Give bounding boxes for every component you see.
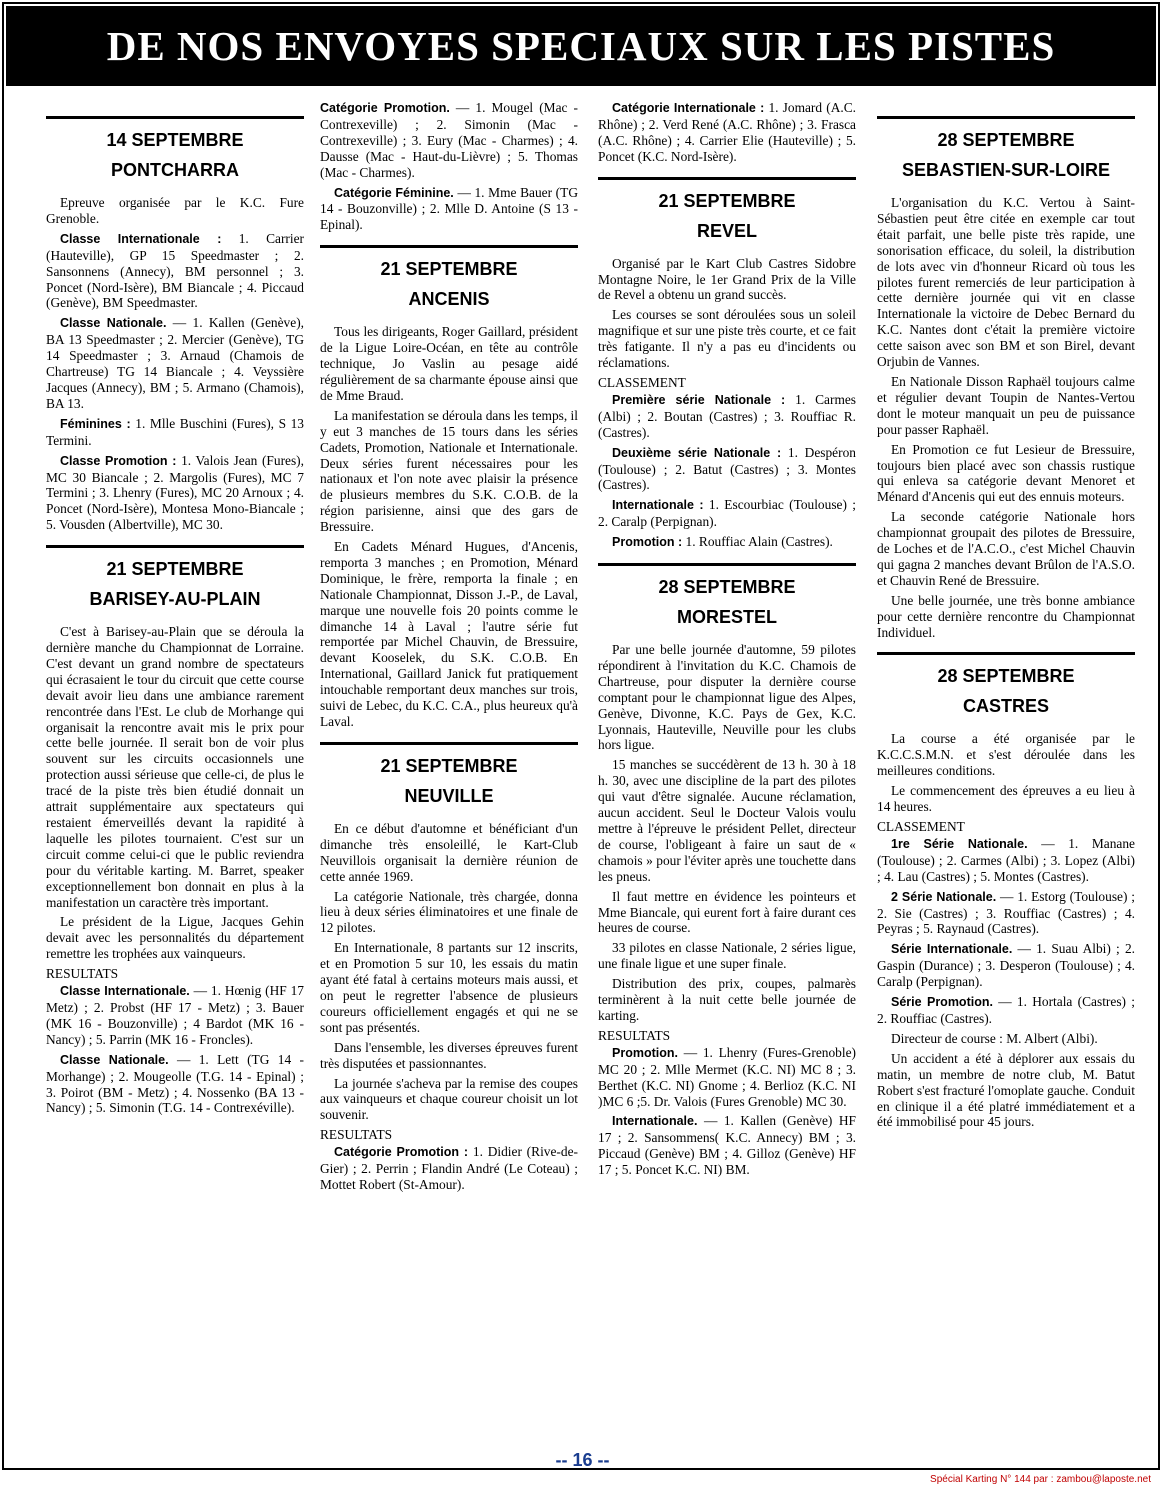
result-text: 1. Carmes (Albi) ; 2. Boutan (Castres) ; 3. Rouffiac R. (Castres).: [598, 391, 857, 440]
article-place: MORESTEL: [676, 607, 777, 628]
result-entry: [46, 983, 304, 1048]
page-title: DE NOS ENVOYES SPECIAUX SUR LES PISTES: [6, 6, 1156, 86]
paragraph: La manifestation se déroula dans les temps, il y eut 3 manches de 15 tours dans les séries Cadets, Promotion, Nationale et Internationale. Deux séries furent nécessaires pour les nationaux et l'on note avec plaisir la présence de plusieurs membres du S.K. C.O.B. de la région parisienne, ainsi que des gars de Bressuire.: [320, 407, 578, 535]
article-place: SEBASTIEN-SUR-LOIRE: [901, 160, 1110, 180]
paragraph: L'organisation du K.C. Vertou à Saint-Sébastien peut être citée en exemple car tout était parfait, une belle piste très rapide, une sonorisation efficace, du soleil, la distribution de lots avec vin d'honneur Ricard où tous les pilotes furent remerciés de leur participation à cette dernière journée qui vit en classe Internationale la victoire de Debec Bernard du K.C. Nantes dont c'était la première victoire cette saison avec son BM et son Birel, devant Orjubin de Vannes.: [877, 195, 1135, 370]
result-text: — 1. Kallen (Genève) HF 17 ; 2. Sansommens( K.C. Annecy) BM ; 3. Piccaud (Genève) BM ; 4. Gilloz (Genève) HF 17 ; 5. Poncet K.C. NI) BM.: [598, 1113, 856, 1178]
article-date: 28 SEPTEMBRE: [937, 666, 1075, 687]
article-date: 28 SEPTEMBRE: [937, 130, 1075, 150]
paragraph: Une belle journée, une très bonne ambiance pour cette dernière rencontre du Championnat Individuel.: [877, 592, 1135, 640]
article-date: 21 SEPTEMBRE: [658, 190, 796, 211]
paragraph: En ce début d'automne et bénéficiant d'un dimanche très ensoleillé, le Kart-Club Neuvillois organisait la dernière réunion de cette année 1969.: [320, 820, 578, 884]
paragraph: Tous les dirigeants, Roger Gaillard, président de la Ligue Loire-Océan, en tête au contrôle technique, Jo Vaslin au pesage aidé régulièrement de sa charmante épouse ainsi que de Mme Braud.: [320, 324, 578, 403]
paragraph: Les courses se sont déroulées sous un soleil magnifique et sur une piste très courte, et ce fait très fatigante. Il n'y a pas eu d'incidents ou réclamations.: [598, 307, 856, 371]
column-2: [320, 100, 578, 1197]
page-number: -- 16 --: [555, 1450, 610, 1470]
paragraph: La journée s'acheva par la remise des coupes aux vainqueurs et chaque coureur choisit un lot souvenir.: [320, 1075, 578, 1123]
article-place: NEUVILLE: [404, 785, 494, 806]
result-label: 1re Série Nationale.: [891, 836, 1028, 851]
result-label: Féminines :: [60, 416, 131, 431]
result-entry: [46, 1052, 304, 1117]
results-heading: RESULTATS: [46, 966, 119, 982]
article-place: ANCENIS: [408, 289, 490, 310]
result-text: 1. Didier (Rive-de-Gier) ; 2. Perrin ; Flandin André (Le Coteau) ; Mottet Robert (St-Amour).: [320, 1144, 578, 1192]
result-text: — 1. Hortala (Castres) ; 2. Rouffiac (Castres).: [877, 994, 1135, 1026]
paragraph: 33 pilotes en classe Nationale, 2 séries ligue, une finale ligue et une super finale.: [598, 940, 856, 972]
article-place: REVEL: [696, 220, 757, 241]
article-place: CASTRES: [962, 696, 1049, 717]
result-entry: [46, 416, 304, 449]
paragraph: Le commencement des épreuves a eu lieu à 14 heures.: [877, 783, 1135, 815]
paragraph: La catégorie Nationale, très chargée, donna lieu à deux séries éliminatoires et une finale de 12 pilotes.: [320, 888, 578, 936]
paragraph: Directeur de course : M. Albert (Albi).: [891, 1030, 1098, 1046]
paragraph: La seconde catégorie Nationale hors championnat groupait des pilotes de Bressuire, de Loches et de l'A.C.O., c'est Michel Chauvin qui gagna 2 manches devant Brûlon de l'A.S.O. et Chauvin René de Bressuire.: [877, 509, 1135, 588]
result-entry: [598, 445, 856, 494]
article-date: 21 SEPTEMBRE: [380, 259, 518, 280]
result-entry: [877, 836, 1135, 885]
classement-heading: CLASSEMENT: [877, 819, 965, 834]
result-label: Classe Nationale.: [60, 1052, 169, 1067]
result-entry: [877, 941, 1135, 990]
result-label: Série Internationale.: [891, 942, 1013, 957]
result-entry: [320, 185, 578, 234]
result-label: Catégorie Promotion.: [320, 101, 450, 115]
result-label: Classe Internationale :: [60, 231, 222, 246]
paragraph: Par une belle journée d'automne, 59 pilotes répondirent à l'invitation du K.C. Chamois de Chartreuse, pour disputer la dernière course comptant pour le championnat ligue des Alpes, Genève, Divonne, K.C. Pays de Gex, K.C. Lyonnais, Hauteville, Neuville pour les clubs hors ligue.: [598, 642, 856, 753]
article-date: 14 SEPTEMBRE: [106, 130, 244, 150]
result-entry: [877, 889, 1135, 938]
column-1: [46, 100, 304, 1120]
article-date: 21 SEPTEMBRE: [380, 755, 518, 776]
result-entry: [46, 453, 304, 534]
results-heading: RESULTATS: [320, 1127, 393, 1143]
result-entry: [46, 315, 304, 411]
result-entry: [598, 392, 856, 441]
article-heading-ancenis: [320, 245, 578, 314]
result-entry: [598, 497, 856, 530]
paragraph: En Promotion ce fut Lesieur de Bressuire, toujours bien placé avec son chassis rustique qui enleva sa catégorie devant Menoret et Ménard d'Ancenis qui eut des ennuis moteurs.: [877, 441, 1135, 505]
result-label: Catégorie Internationale :: [612, 101, 765, 115]
results-heading: RESULTATS: [598, 1027, 671, 1043]
result-text: 1. Jomard (A.C. Rhône) ; 2. Verd René (A.C. Rhône) ; 3. Frasca (A.C. Rhône) ; 4. Carrier Elie (Hauteville) ; 5. Poncet (K.C. Nord-Isère).: [598, 100, 856, 164]
result-text: — 1. Manane (Toulouse) ; 2. Carmes (Albi) ; 3. Lopez (Albi) ; 4. Lau (Castres) ; 5. Montes (Castres).: [877, 835, 1135, 884]
paragraph: Epreuve organisée par le K.C. Fure Grenoble.: [46, 195, 304, 226]
result-entry: [877, 994, 1135, 1027]
result-label: Classe Nationale.: [60, 316, 167, 331]
article-heading-neuville: [320, 742, 578, 811]
paragraph: C'est à Barisey-au-Plain que se déroula la dernière manche du Championnat de Lorraine. C'est devant un grand nombre de spectateurs qui écrasaient le tour du circuit que cette course devait avoir lieu dans une ambiance rarement rencontrée dans l'Est. Le club de Morhange qui organisait la rencontre avait mis le prix pour cette belle journée. Il serait bon de voir plus souvent sur les circuits occasionnels une protection aussi sérieuse que celle-ci, de plus le tracé de la piste très bien étudié donnait un attrait supplémentaire aux spectateurs qui restaient émerveillés devant la rapidité à laquelle les pilotes tournaient. C'est sur un circuit comme celui-ci que le public reviendra pour du véritable karting. M. Barret, speaker exceptionnellement bon donnait en plus à la manifestation un caractère très important.: [46, 624, 304, 910]
result-entry: [320, 100, 578, 181]
result-label: Internationale.: [612, 1114, 698, 1129]
result-label: Catégorie Féminine.: [334, 185, 454, 200]
article-place: PONTCHARRA: [111, 160, 239, 180]
column-3: [598, 100, 856, 1182]
paragraph: 15 manches se succédèrent de 13 h. 30 à 18 h. 30, avec une discipline de la part des pilotes qui vaut d'être signalée. Aucune réclamation, aucun accident. Seul le Docteur Valois voulu mettre à l'épreuve le président Pellet, directeur de course, l'obligeant à faire un saut de « chamois » pour l'éviter après une touchette dans les pneus.: [598, 757, 856, 884]
result-label: Promotion :: [612, 535, 683, 550]
result-label: 2 Série Nationale.: [891, 889, 997, 904]
paragraph: En Nationale Disson Raphaël toujours calme et régulier devant Toupin de Nantes-Vertou dont le moteur manquait un peu de puissance pour passer Raphaël.: [877, 373, 1135, 437]
paragraph: Organisé par le Kart Club Castres Sidobre Montagne Noire, le 1er Grand Prix de la Ville de Revel a obtenu un grand succès.: [598, 255, 856, 303]
result-text: 1. Carrier (Hauteville), GP 15 Speedmaster ; 2. Sansonnens (Annecy), BM personnel ; 3. Poncet (Nord-Isère), BM Biancale ; 4. Piccaud (Genève), BM Speedmaster.: [46, 230, 304, 311]
result-text: 1. Escourbiac (Toulouse) ; 2. Caralp (Perpignan).: [598, 497, 856, 530]
result-label: Classe Internationale.: [60, 984, 190, 999]
article-heading-sebastien: [877, 116, 1135, 185]
article-date: 28 SEPTEMBRE: [658, 577, 796, 598]
result-text: — 1. Suau Albi) ; 2. Gaspin (Durance) ; 3. Desperon (Toulouse) ; 4. Caralp (Perpignan).: [877, 941, 1135, 990]
result-text: — 1. Lhenry (Fures-Grenoble) MC 20 ; 2. Mlle Mermet (K.C. NI) MC 8 ; 3. Berthet (K.C. NI) Gnome ; 4. Berlioz (K.C. NI )MC 6 ;5. Dr. Valois (Fures Grenoble) MC 30.: [598, 1044, 856, 1109]
paragraph: Un accident a été à déplorer aux essais du matin, un membre de notre club, M. Batut Robert s'est fracturé l'omoplate gauche. Conduit en clinique il a été platré immédiatement et a été immobilisé pour 45 jours.: [877, 1050, 1135, 1130]
result-text: — 1. Estorg (Toulouse) ; 2. Sie (Castres) ; 3. Rouffiac (Castres) ; 4. Peyras ; 5. Raynaud (Castres).: [877, 888, 1135, 937]
result-text: 1. Mlle Buschini (Fures), S 13 Termini.: [46, 415, 305, 448]
result-label: Deuxième série Nationale :: [612, 445, 782, 460]
result-entry: [598, 1113, 856, 1178]
paragraph: Le président de la Ligue, Jacques Gehin devait avec les personnalités du département remettre les trophées aux vainqueurs.: [46, 914, 304, 962]
paragraph: La course a été organisée par le K.C.C.S.M.N. et s'est déroulée dans les meilleures conditions.: [877, 731, 1135, 779]
credit-line: Spécial Karting N° 144 par : zambou@laposte.net: [930, 1474, 1151, 1485]
result-text: — 1. Kallen (Genève), BA 13 Speedmaster ; 2. Mercier (Genève), TG 14 Speedmaster ; 3. Arnaud (Chamois de Chartreuse) TG 14 Biancale ; 4. Veyssière Jacques (Annecy), BM ; 5. Armano (Chamois), BA 13.: [46, 315, 305, 411]
article-date: 21 SEPTEMBRE: [106, 559, 244, 580]
result-entry: [598, 534, 856, 551]
result-label: Internationale :: [612, 498, 704, 513]
result-label: Série Promotion.: [891, 995, 993, 1010]
result-entry: [320, 1144, 578, 1193]
article-heading-castres: [877, 652, 1135, 721]
result-label: Première série Nationale :: [612, 392, 786, 407]
result-text: — 1. Hœnig (HF 17 Metz) ; 2. Probst (HF 17 - Metz) ; 3. Bauer (MK 16 - Bouzonville) ; 4 Bardot (MK 16 - Nancy) ; 5. Parrin (MK 16 - Froncles).: [46, 983, 304, 1047]
paragraph: En Internationale, 8 partants sur 12 inscrits, et en Promotion 5 sur 10, les essais du matin ayant été fatal à certains moteurs mais aussi, et on peut le regretter l'absence de plusieurs coureurs officiellement engagés et qui ne se sont pas présentés.: [320, 940, 578, 1035]
result-entry: [598, 100, 856, 165]
paragraph: Distribution des prix, coupes, palmarès terminèrent à la nuit cette belle journée de karting.: [598, 976, 856, 1023]
result-label: Classe Promotion :: [60, 453, 177, 468]
article-heading-morestel: [598, 563, 856, 632]
paragraph: Dans l'ensemble, les diverses épreuves furent très disputées et passionnantes.: [320, 1039, 578, 1071]
result-text: — 1. Mougel (Mac - Contrexeville) ; 2. Simonin (Mac - Contrexeville) ; 3. Eury (Mac - Charmes) ; 4. Dausse (Mac - Haut-du-Lièvre) ; 5. Thomas (Mac - Charmes).: [320, 100, 578, 180]
result-text: 1. Rouffiac Alain (Castres).: [685, 534, 833, 550]
article-heading-pontcharra: [46, 116, 304, 185]
result-entry: [46, 231, 304, 312]
result-label: Promotion.: [612, 1045, 678, 1060]
result-text: — 1. Lett (TG 14 - Morhange) ; 2. Mougeolle (T.G. 14 - Epinal) ; 3. Poirot (BM - Metz) ; 4. Nossenko (BA 13 - Nancy) ; 5. Simonin (T.G. 14 - Contrexéville).: [46, 1051, 304, 1116]
paragraph: En Cadets Ménard Hugues, d'Ancenis, remporta 3 manches ; en Promotion, Ménard Dominique, le frère, remporta la finale ; en Nationale Championnat, Disson J.-P., de Laval, marque une nouvelle fois 20 points comme le dimanche 14 à Laval ; l'autre série fut remportée par Michel Chauvin, de Bressuire, devant Kooselek, du S.K. C.O.B. En International, Gaillard Janick fut pratiquement intouchable remportant deux manches sur trois, suivi de Lebec, du K.C. C.A., plus heureux qu'à Laval.: [320, 539, 578, 729]
result-text: 1. Valois Jean (Fures), MC 30 Biancale ; 2. Margolis (Fures), MC 7 Termini ; 3. Lhenry (Fures), MC 20 Arnoux ; 4. Poncet (Nord-Isère), Montesa Mono-Biancale ; 5. Vousden (Albertville), MC 30.: [46, 452, 304, 533]
result-entry: [598, 1045, 856, 1110]
paragraph: Il faut mettre en évidence les pointeurs et Mme Biancale, qui eurent fort à faire durant ces heures de course.: [598, 888, 856, 936]
column-4: [877, 100, 1135, 1134]
result-text: — 1. Mme Bauer (TG 14 - Bouzonville) ; 2. Mlle D. Antoine (S 13 - Epinal).: [320, 184, 578, 233]
article-heading-barisey: [46, 545, 304, 614]
article-place: BARISEY-AU-PLAIN: [89, 589, 261, 610]
classement-heading: CLASSEMENT: [598, 374, 686, 390]
result-label: Catégorie Promotion :: [334, 1145, 469, 1160]
result-text: 1. Despéron (Toulouse) ; 2. Batut (Castres) ; 3. Montes (Castres).: [598, 444, 856, 493]
article-heading-revel: [598, 177, 856, 246]
